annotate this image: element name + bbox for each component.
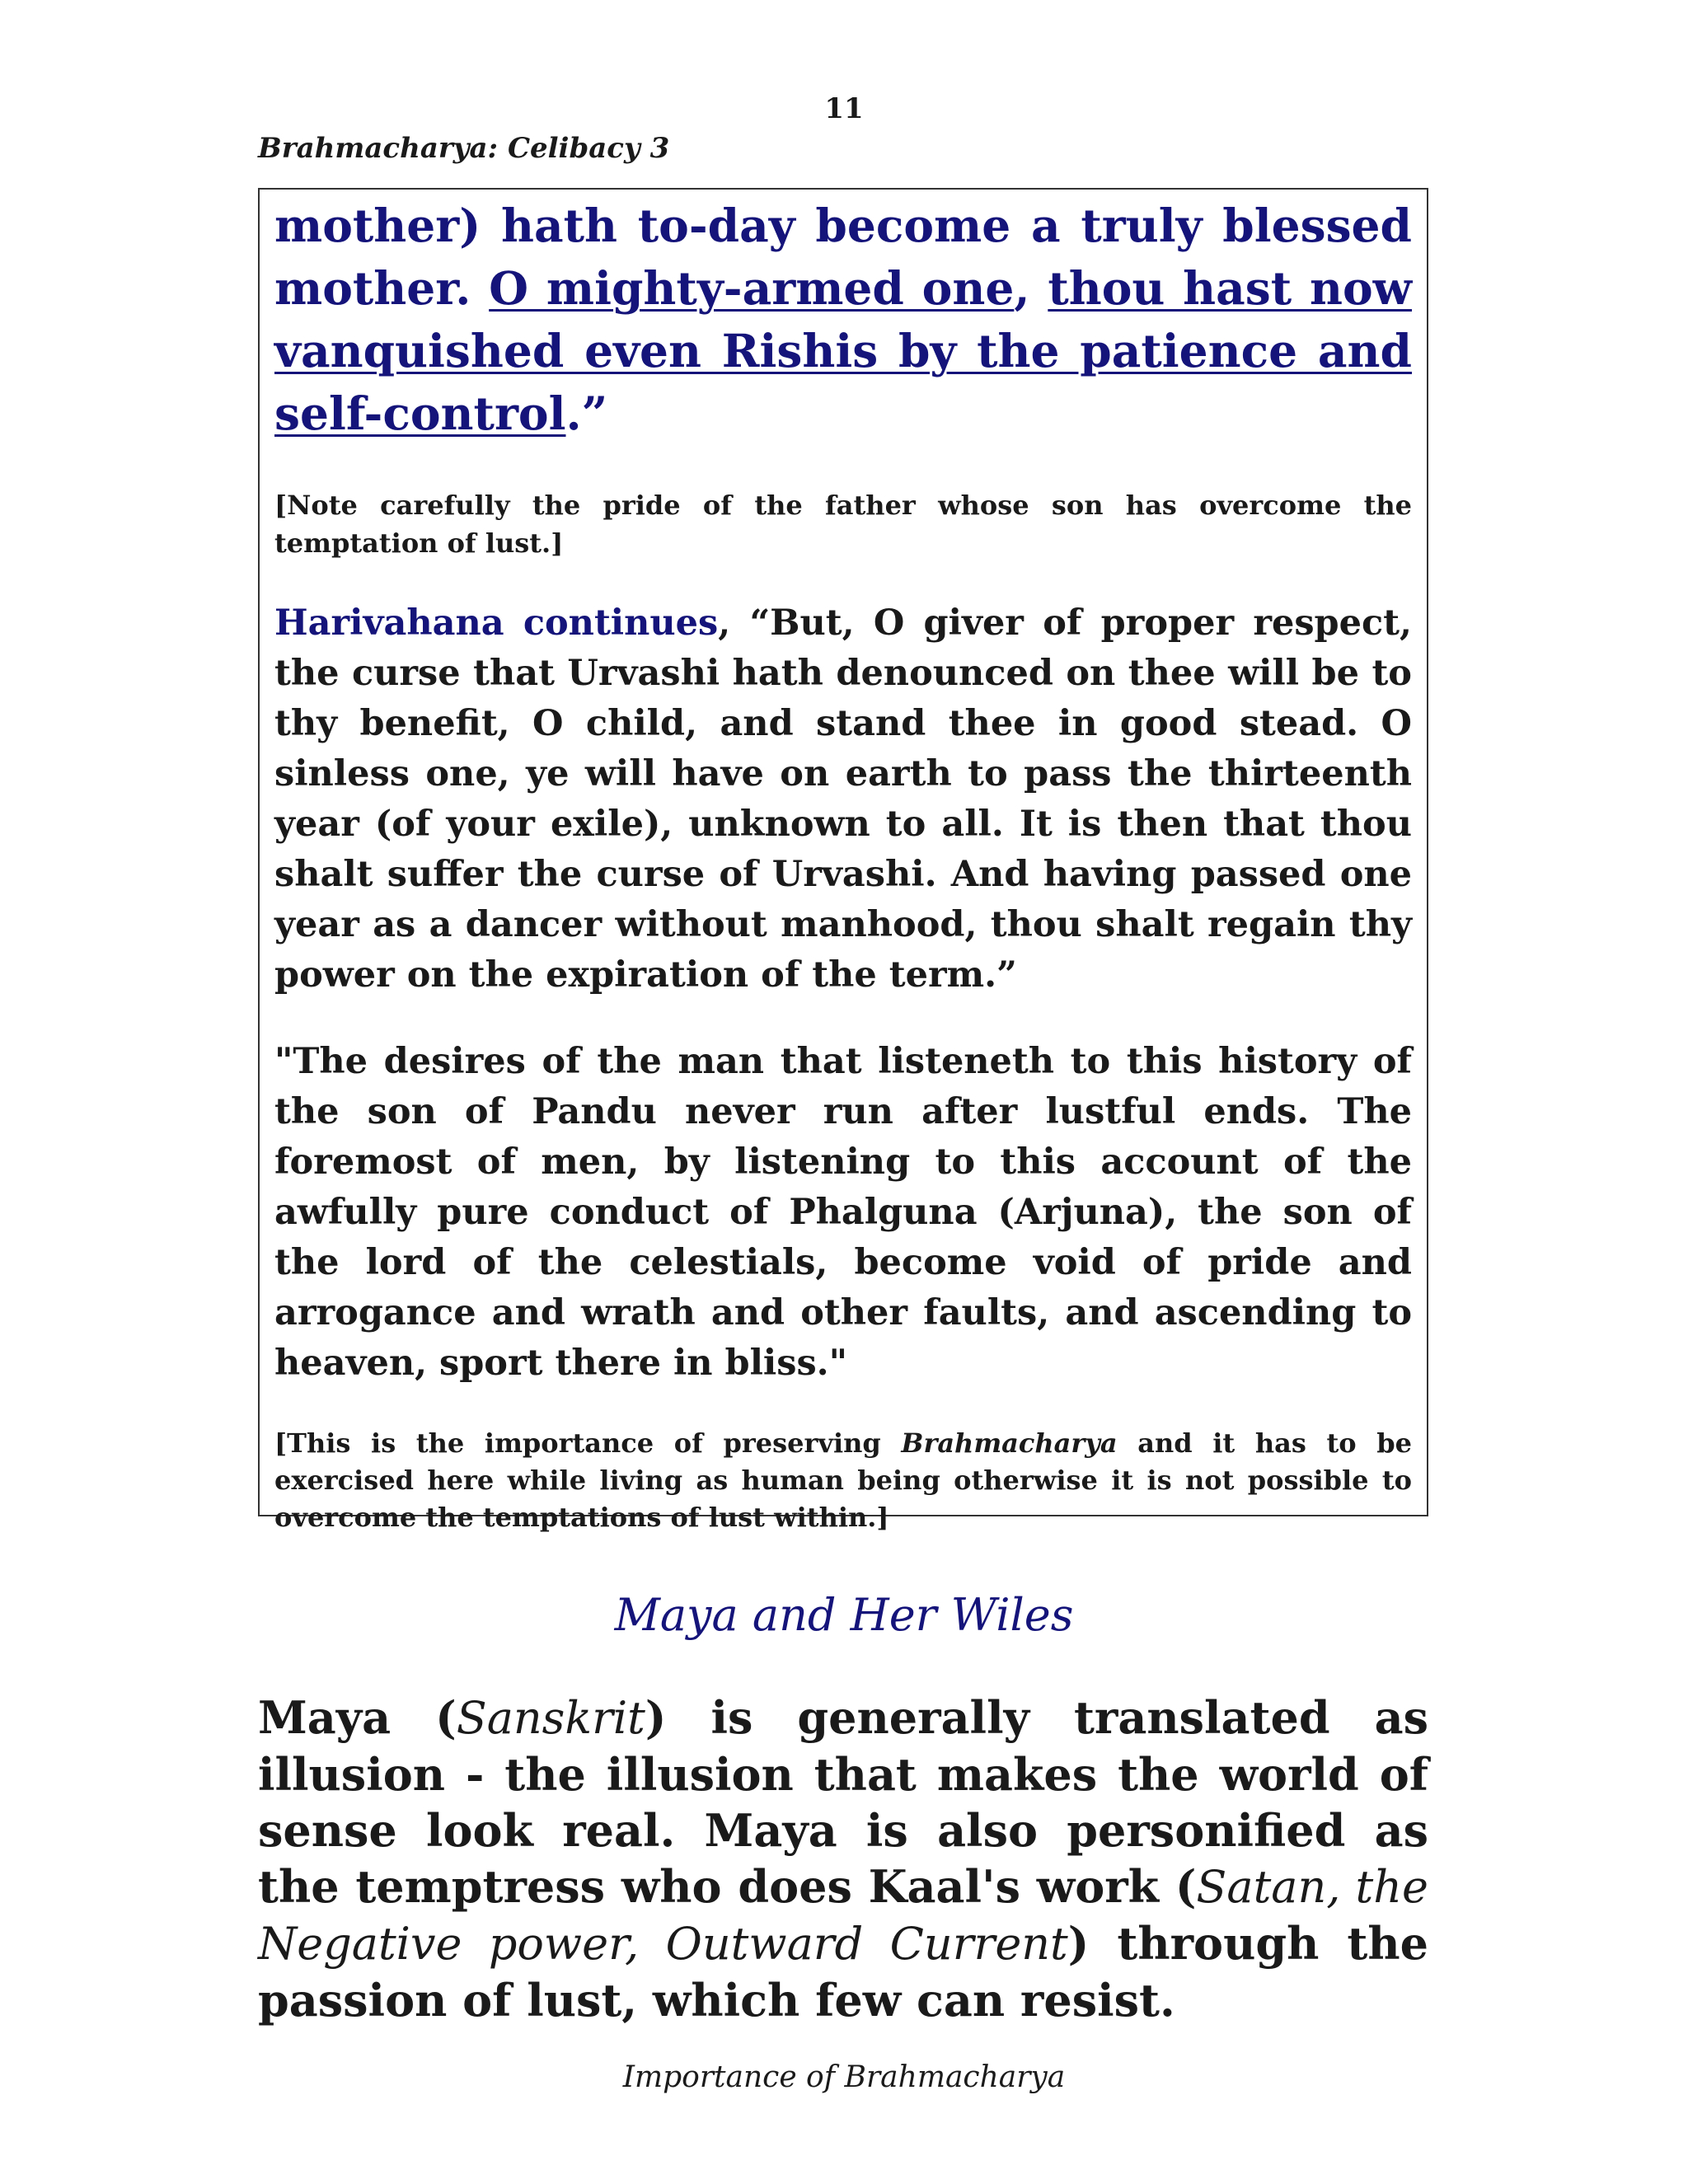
running-head: Brahmacharya: Celibacy 3 xyxy=(258,132,670,165)
maya-c: ) through the passion of lust, which few can resist. xyxy=(258,1917,1428,2027)
opening-plain: mother) hath to-day become a truly blessed mother. xyxy=(274,199,1412,315)
harivahana-rest: , “But, O giver of proper respect, the curse that Urvashi hath denounced on thee will be to thy benefit, O child, and stand thee in good stead. O sinless one, ye will have on earth to pass the thirteenth year (of your exile), unknown to all. It is then that thou shalt suffer the curse of Urvashi. And having passed one year as a dancer without manhood, thou shalt regain thy power on the expiration of the term.” xyxy=(274,602,1412,996)
maya-a: Maya ( xyxy=(258,1691,457,1744)
opening-underline-2: thou hast now vanquished even Rishis by the patience and self-control xyxy=(274,261,1413,440)
desires-quote: "The desires of the man that listeneth to this history of the son of Pandu never run after lustful ends. The foremost of men, by listening to this account of the awfully pure conduct of Phalguna (Arjuna), the son of the lord of the celestials, become void of pride and arrogance and wrath and other faults, and ascending to heaven, sport there in bliss." xyxy=(274,1041,1412,1384)
maya-b: ) is generally translated as illusion - the illusion that makes the world of sense look real. Maya is also personified as the temptress who does Kaal's work ( xyxy=(258,1691,1428,1913)
maya-italic-sanskrit: Sanskrit xyxy=(456,1692,645,1744)
harivahana-paragraph xyxy=(274,598,1412,1001)
note2-a: [This is the importance of preserving xyxy=(274,1427,902,1459)
maya-paragraph xyxy=(258,1690,1428,2028)
opening-comma: , xyxy=(1014,261,1048,315)
harivahana-lead: Harivahana continues xyxy=(274,602,719,644)
note-pride: [Note carefully the pride of the father whose son has overcome the temptation of lust.] xyxy=(274,490,1412,559)
note2-italic: Brahmacharya xyxy=(901,1427,1118,1459)
opening-underline-1: O mighty-armed one xyxy=(489,261,1015,315)
quote-box xyxy=(258,188,1428,1533)
note-importance xyxy=(274,1425,1412,1536)
maya-italic-satan: Satan, the Negative power, Outward Current xyxy=(258,1861,1428,1970)
section-title: Maya and Her Wiles xyxy=(614,1589,1074,1641)
opening-end: .” xyxy=(565,387,608,440)
page-footer: Importance of Brahmacharya xyxy=(622,2060,1066,2094)
page-number: 11 xyxy=(824,92,864,125)
opening-quote xyxy=(274,194,1412,445)
note2-b: and it has to be exercised here while living as human being otherwise it is not possible to overcome the temptations of lust within.] xyxy=(274,1427,1413,1533)
